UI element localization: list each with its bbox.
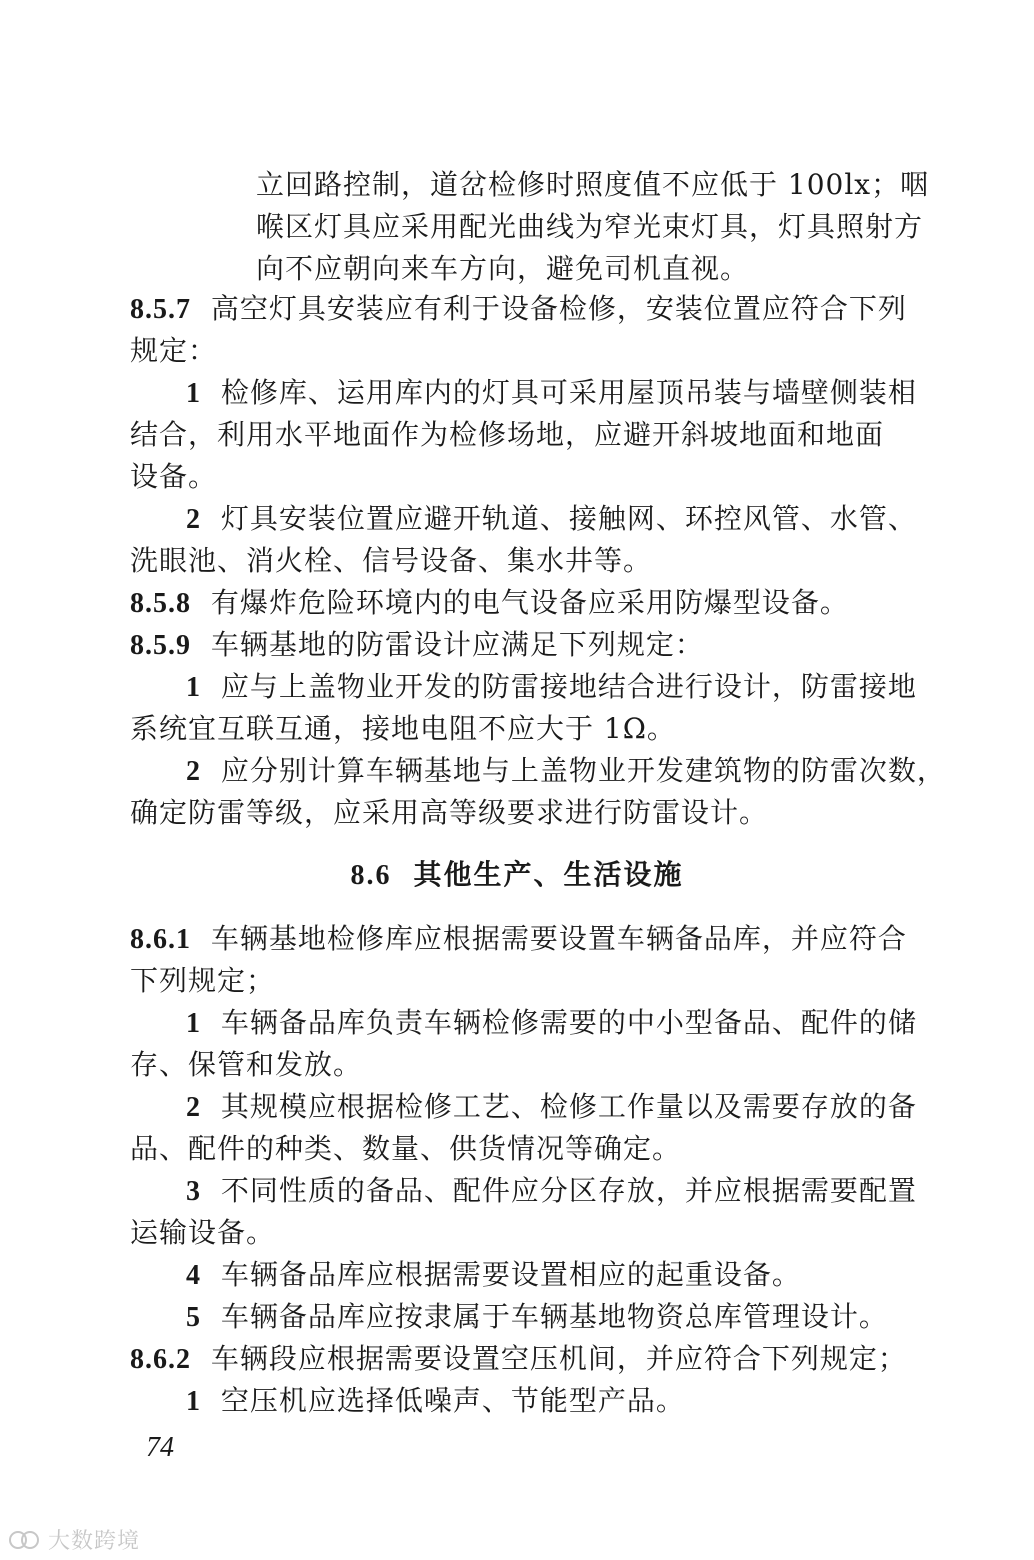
item-number: 1 xyxy=(186,378,201,409)
body-text-line: 运输设备。 xyxy=(130,1216,276,1249)
item-text: 检修库、运用库内的灯具可采用屋顶吊装与墙壁侧装相 xyxy=(220,376,917,409)
clause-text: 高空灯具安装应有利于设备检修，安装位置应符合下列 xyxy=(210,292,907,325)
body-text-line: 向不应朝向来车方向，避免司机直视。 xyxy=(256,252,750,285)
clause-8-6-1 xyxy=(130,920,907,959)
section-number: 8.6 xyxy=(350,860,392,891)
item-number: 2 xyxy=(186,504,201,535)
item-text: 其规模应根据检修工艺、检修工作量以及需要存放的备 xyxy=(220,1090,917,1123)
clause-number: 8.5.8 xyxy=(130,588,191,619)
item-text: 不同性质的备品、配件应分区存放，并应根据需要配置 xyxy=(220,1174,917,1207)
section-heading xyxy=(0,856,1034,895)
clause-number: 8.6.2 xyxy=(130,1344,191,1375)
watermark-logo-icon xyxy=(8,1528,42,1552)
list-item xyxy=(186,752,946,791)
clause-text: 车辆基地的防雷设计应满足下列规定： xyxy=(210,628,704,661)
item-text: 车辆备品库应按隶属于车辆基地物资总库管理设计。 xyxy=(220,1300,888,1333)
clause-8-6-2 xyxy=(130,1340,907,1379)
list-item xyxy=(186,1172,917,1211)
clause-text: 车辆段应根据需要设置空压机间，并应符合下列规定； xyxy=(210,1342,907,1375)
item-number: 1 xyxy=(186,1386,201,1417)
clause-number: 8.5.9 xyxy=(130,630,191,661)
list-item xyxy=(186,1256,801,1295)
list-item xyxy=(186,374,917,413)
list-item xyxy=(186,1382,685,1421)
clause-8-5-9 xyxy=(130,626,704,665)
list-item xyxy=(186,1088,917,1127)
list-item xyxy=(186,500,917,539)
section-title: 其他生产、生活设施 xyxy=(413,858,684,891)
list-item xyxy=(186,668,917,707)
item-text: 灯具安装位置应避开轨道、接触网、环控风管、水管、 xyxy=(220,502,917,535)
body-text-line: 洗眼池、消火栓、信号设备、集水井等。 xyxy=(130,544,653,577)
clause-text: 有爆炸危险环境内的电气设备应采用防爆型设备。 xyxy=(210,586,849,619)
item-text: 车辆备品库应根据需要设置相应的起重设备。 xyxy=(220,1258,801,1291)
item-number: 5 xyxy=(186,1302,201,1333)
item-number: 1 xyxy=(186,672,201,703)
body-text-line: 规定： xyxy=(130,334,218,367)
body-text-line: 下列规定； xyxy=(130,964,276,997)
clause-number: 8.6.1 xyxy=(130,924,191,955)
body-text-line: 立回路控制，道岔检修时照度值不应低于 100lx；咽 xyxy=(256,168,930,201)
page-number: 74 xyxy=(146,1432,174,1463)
body-text-line: 品、配件的种类、数量、供货情况等确定。 xyxy=(130,1132,682,1165)
item-text: 应与上盖物业开发的防雷接地结合进行设计，防雷接地 xyxy=(220,670,917,703)
body-text-line: 设备。 xyxy=(130,460,218,493)
clause-8-5-8 xyxy=(130,584,849,623)
item-text: 空压机应选择低噪声、节能型产品。 xyxy=(220,1384,685,1417)
clause-number: 8.5.7 xyxy=(130,294,191,325)
clause-8-5-7 xyxy=(130,290,907,329)
clause-text: 车辆基地检修库应根据需要设置车辆备品库，并应符合 xyxy=(210,922,907,955)
body-text-line: 喉区灯具应采用配光曲线为窄光束灯具，灯具照射方 xyxy=(256,210,924,243)
watermark-text: 大数跨境 xyxy=(48,1529,141,1554)
body-text-line: 结合，利用水平地面作为检修场地，应避开斜坡地面和地面 xyxy=(130,418,885,451)
body-text-line: 存、保管和发放。 xyxy=(130,1048,363,1081)
item-number: 2 xyxy=(186,1092,201,1123)
list-item xyxy=(186,1298,888,1337)
watermark xyxy=(8,1524,140,1555)
item-number: 4 xyxy=(186,1260,201,1291)
list-item xyxy=(186,1004,917,1043)
item-number: 2 xyxy=(186,756,201,787)
body-text-line: 系统宜互联互通，接地电阻不应大于 1Ω。 xyxy=(130,712,676,745)
item-text: 应分别计算车辆基地与上盖物业开发建筑物的防雷次数， xyxy=(220,754,946,787)
item-number: 3 xyxy=(186,1176,201,1207)
item-number: 1 xyxy=(186,1008,201,1039)
body-text-line: 确定防雷等级，应采用高等级要求进行防雷设计。 xyxy=(130,796,769,829)
item-text: 车辆备品库负责车辆检修需要的中小型备品、配件的储 xyxy=(220,1006,917,1039)
